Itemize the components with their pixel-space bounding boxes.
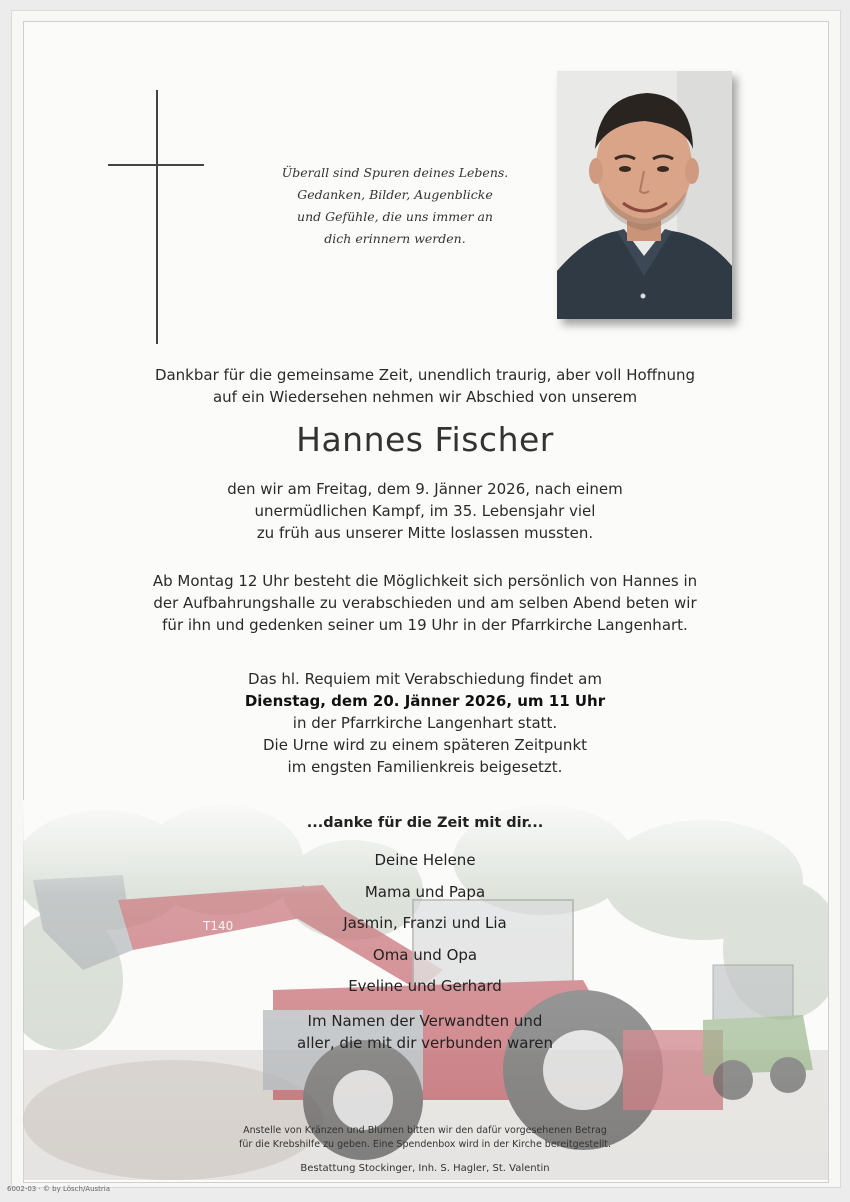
cross-icon	[156, 90, 158, 344]
cross-icon-crossbar	[108, 164, 204, 166]
poem-line: Überall sind Spuren deines Lebens.	[281, 165, 509, 180]
viewing-line: für ihn und gedenken seiner um 19 Uhr in der Pfarrkirche Langenhart.	[162, 616, 688, 634]
death-notice-text	[150, 478, 700, 544]
mourner-entry: Eveline und Gerhard	[348, 977, 502, 995]
requiem-line: im engsten Familienkreis beigesetzt.	[287, 758, 563, 776]
portrait-photo	[557, 71, 732, 319]
memorial-poem	[255, 162, 535, 250]
donation-line: für die Krebshilfe zu geben. Eine Spendenbox wird in der Kirche bereitgestellt.	[238, 1139, 612, 1150]
undertaker-credit: Bestattung Stockinger, Inh. S. Hagler, St. Valentin	[300, 1163, 550, 1174]
intro-line: Dankbar für die gemeinsame Zeit, unendlich traurig, aber voll Hoffnung	[154, 366, 696, 384]
poem-line: Gedanken, Bilder, Augenblicke	[297, 187, 493, 202]
viewing-line: Ab Montag 12 Uhr besteht die Möglichkeit sich persönlich von Hannes in	[152, 572, 698, 590]
thanks-heading: ...danke für die Zeit mit dir...	[306, 815, 544, 831]
requiem-text	[150, 668, 700, 778]
mourners-list	[150, 850, 700, 1054]
intro-line: auf ein Wiedersehen nehmen wir Abschied von unserem	[212, 388, 638, 406]
mourner-closing	[150, 1010, 700, 1054]
requiem-line: Das hl. Requiem mit Verabschiedung findet am	[248, 670, 602, 688]
mourner-closing-line: aller, die mit dir verbunden waren	[296, 1033, 554, 1052]
donation-line: Anstelle von Kränzen und Blumen bitten wir den dafür vorgesehenen Betrag	[243, 1125, 607, 1136]
mourner-entry: Mama und Papa	[364, 882, 486, 901]
death-line: unermüdlichen Kampf, im 35. Lebensjahr viel	[254, 502, 596, 520]
viewing-text	[150, 570, 700, 636]
mourner-entry: Jasmin, Franzi und Lia	[343, 914, 507, 932]
poem-line: dich erinnern werden.	[324, 231, 466, 246]
requiem-line: Die Urne wird zu einem späteren Zeitpunkt	[262, 736, 588, 754]
mourner-entry: Deine Helene	[374, 851, 476, 869]
death-line: zu früh aus unserer Mitte loslassen mussten.	[256, 524, 594, 542]
mourner-closing-line: Im Namen der Verwandten und	[307, 1011, 543, 1030]
donation-note	[150, 1124, 700, 1152]
death-line: den wir am Freitag, dem 9. Jänner 2026, nach einem	[227, 480, 623, 498]
mourner-entry: Oma und Opa	[372, 945, 478, 964]
poem-line: und Gefühle, die uns immer an	[297, 209, 493, 224]
requiem-line: in der Pfarrkirche Langenhart statt.	[292, 714, 558, 732]
intro-text	[150, 364, 700, 408]
print-code: 6002-03 · © by Lösch/Austria	[7, 1185, 111, 1193]
deceased-name: Hannes Fischer	[296, 420, 554, 459]
requiem-date: Dienstag, dem 20. Jänner 2026, um 11 Uhr	[244, 692, 606, 710]
viewing-line: der Aufbahrungshalle zu verabschieden und am selben Abend beten wir	[153, 594, 697, 612]
